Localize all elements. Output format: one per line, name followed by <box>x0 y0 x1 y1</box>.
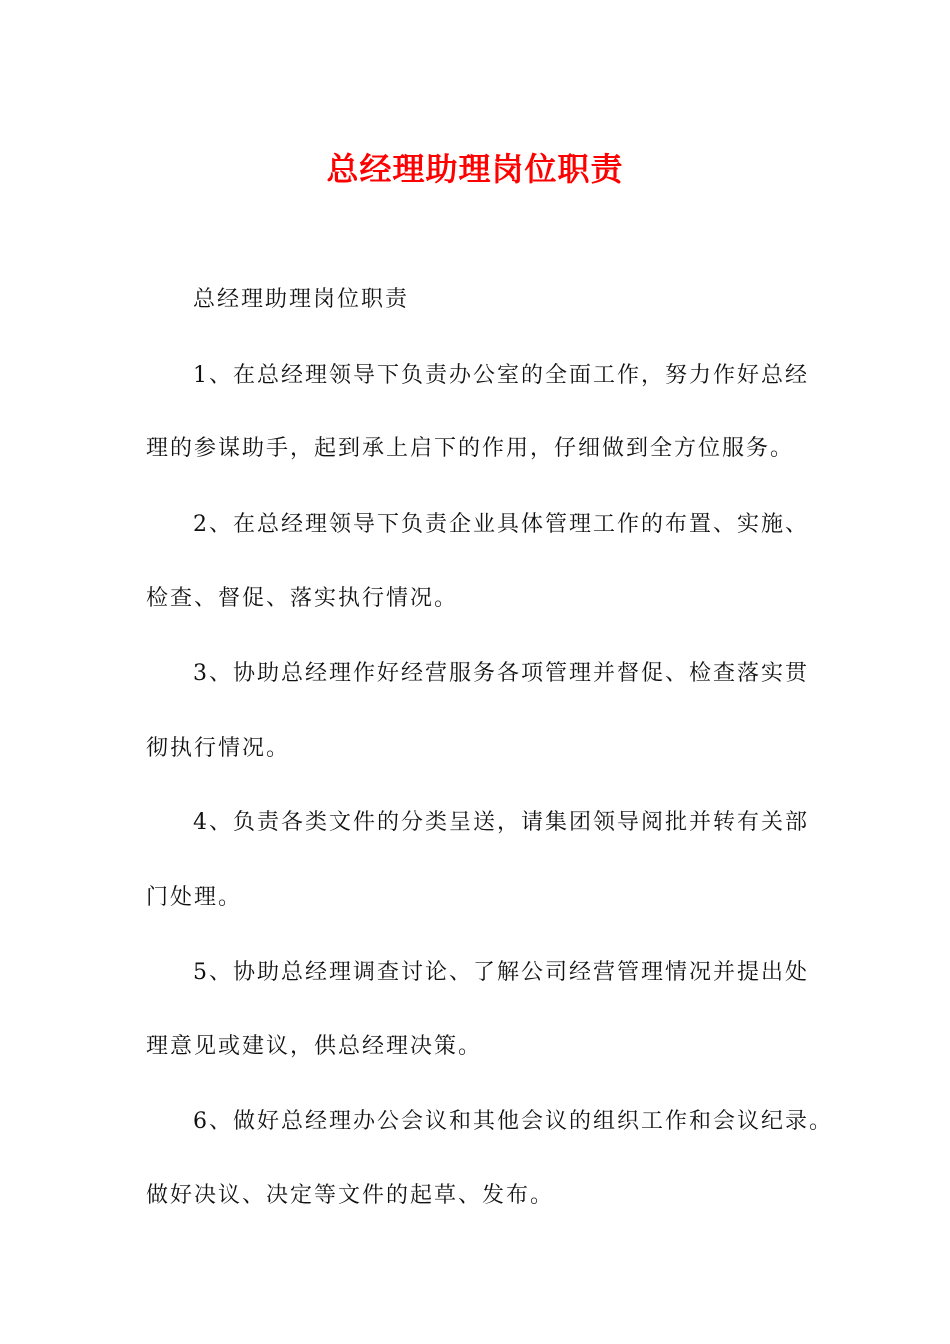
paragraph-line: 5、协助总经理调查讨论、了解公司经营管理情况并提出处 <box>193 960 809 985</box>
document-title: 总经理助理岗位职责 <box>326 150 624 188</box>
paragraph-line: 2、在总经理领导下负责企业具体管理工作的布置、实施、 <box>193 512 809 537</box>
paragraph-line: 彻执行情况。 <box>146 736 291 761</box>
paragraph-line: 理意见或建议，供总经理决策。 <box>146 1034 483 1059</box>
paragraph-line: 4、负责各类文件的分类呈送，请集团领导阅批并转有关部 <box>193 810 809 835</box>
paragraph-line: 理的参谋助手，起到承上启下的作用，仔细做到全方位服务。 <box>146 436 795 461</box>
paragraph-line: 检查、督促、落实执行情况。 <box>146 586 459 611</box>
paragraph-line: 6、做好总经理办公会议和其他会议的组织工作和会议纪录。 <box>193 1109 833 1134</box>
paragraph-line: 1、在总经理领导下负责办公室的全面工作，努力作好总经 <box>193 363 809 388</box>
paragraph-line: 做好决议、决定等文件的起草、发布。 <box>146 1183 555 1208</box>
paragraph-line: 门处理。 <box>146 885 243 910</box>
paragraph-line: 3、协助总经理作好经营服务各项管理并督促、检查落实贯 <box>193 661 809 686</box>
subtitle-line: 总经理助理岗位职责 <box>193 287 410 312</box>
